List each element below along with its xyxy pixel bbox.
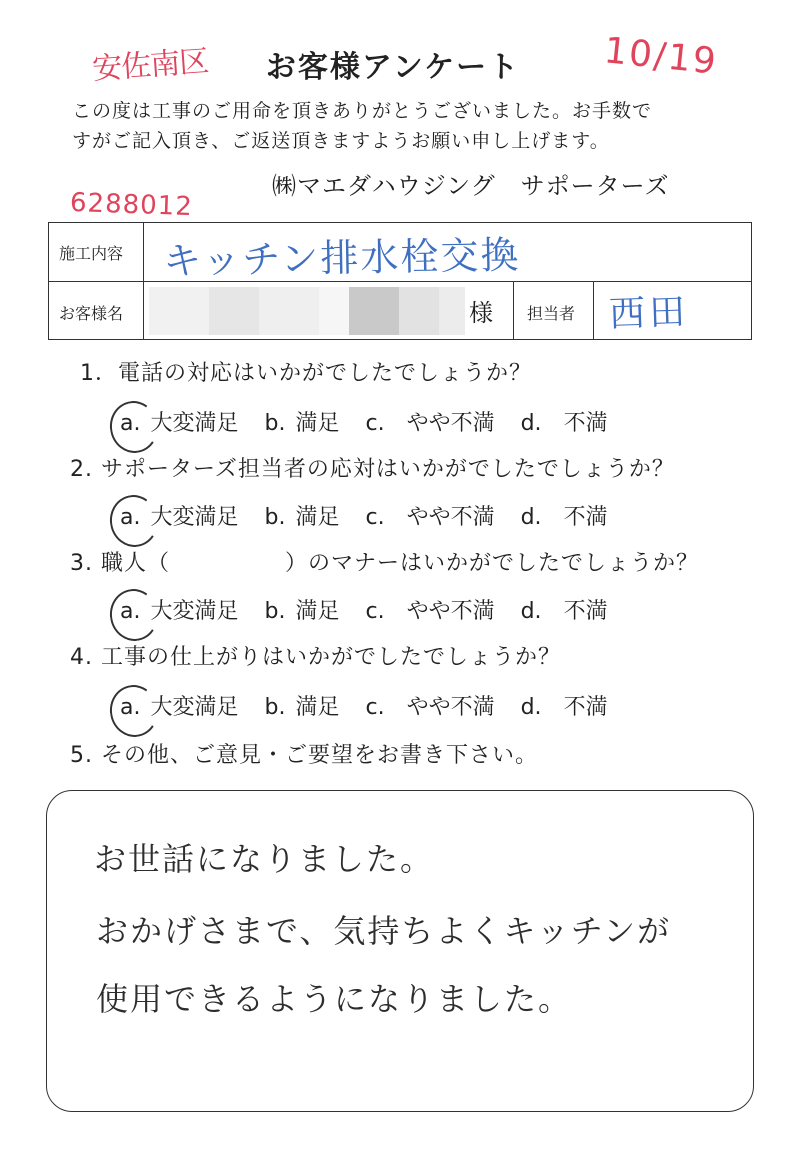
option-c[interactable]: c. bbox=[365, 411, 385, 436]
option-a-label: 大変満足 bbox=[150, 599, 239, 624]
option-a-label: 大変満足 bbox=[150, 411, 239, 436]
option-d[interactable]: d. bbox=[520, 505, 542, 530]
rep-name-handwritten: 西田 bbox=[608, 291, 690, 336]
intro-text-line2: すがご記入頂き、ご返送頂きますようお願い申し上げます。 bbox=[72, 130, 610, 152]
option-b-label: 満足 bbox=[295, 599, 340, 624]
option-d[interactable]: d. bbox=[520, 695, 542, 720]
answer-options-4 bbox=[120, 690, 608, 721]
info-table bbox=[48, 222, 752, 340]
customer-name-redacted bbox=[149, 287, 465, 335]
option-b[interactable]: b. bbox=[264, 505, 286, 530]
table-divider bbox=[143, 223, 144, 339]
question-5: 5. その他、ご意見・ご要望をお書き下さい。 bbox=[70, 743, 538, 768]
customer-honorific: 様 bbox=[469, 299, 493, 327]
answer-options-3 bbox=[120, 594, 608, 625]
work-content-handwritten: キッチン排水栓交換 bbox=[162, 232, 521, 284]
option-d-label: 不満 bbox=[563, 695, 608, 720]
option-c-label: やや不満 bbox=[406, 695, 495, 720]
option-b-label: 満足 bbox=[295, 505, 340, 530]
intro-text-line1: この度は工事のご用命を頂きありがとうございました。お手数で bbox=[72, 100, 653, 122]
company-name: ㈱マエダハウジング サポーターズ bbox=[272, 172, 670, 200]
option-a-label: 大変満足 bbox=[150, 505, 239, 530]
customer-number-handwritten: 6288012 bbox=[69, 187, 194, 223]
option-c[interactable]: c. bbox=[365, 695, 385, 720]
table-divider bbox=[593, 281, 594, 339]
option-a[interactable]: a. bbox=[120, 411, 140, 436]
page-title: お客様アンケート bbox=[265, 50, 521, 85]
option-a[interactable]: a. bbox=[120, 505, 140, 530]
option-c-label: やや不満 bbox=[406, 505, 495, 530]
option-a[interactable]: a. bbox=[120, 695, 140, 720]
comment-line-3: 使用できるようになりました。 bbox=[96, 980, 573, 1018]
option-c[interactable]: c. bbox=[365, 599, 385, 624]
table-divider bbox=[513, 281, 514, 339]
rep-label: 担当者 bbox=[527, 304, 576, 323]
date-handwritten: 10/19 bbox=[602, 30, 720, 83]
option-d-label: 不満 bbox=[563, 599, 608, 624]
option-a-label: 大変満足 bbox=[150, 695, 239, 720]
question-2: 2. サポーターズ担当者の応対はいかがでしたでしょうか？ bbox=[70, 457, 675, 482]
option-b-label: 満足 bbox=[295, 411, 340, 436]
option-b[interactable]: b. bbox=[264, 695, 286, 720]
ward-handwritten: 安佐南区 bbox=[91, 43, 210, 87]
option-a[interactable]: a. bbox=[120, 599, 140, 624]
work-label: 施工内容 bbox=[59, 244, 124, 263]
table-divider bbox=[49, 281, 751, 282]
option-d-label: 不満 bbox=[563, 411, 608, 436]
question-1: 1．電話の対応はいかがでしたでしょうか？ bbox=[80, 361, 532, 386]
option-b-label: 満足 bbox=[295, 695, 340, 720]
comment-line-1: お世話になりました。 bbox=[94, 840, 435, 878]
option-b[interactable]: b. bbox=[264, 599, 286, 624]
answer-options-1 bbox=[120, 406, 608, 437]
option-c-label: やや不満 bbox=[406, 411, 495, 436]
comment-line-2: おかげさまで、気持ちよくキッチンが bbox=[96, 912, 672, 950]
option-c-label: やや不満 bbox=[406, 599, 495, 624]
option-d[interactable]: d. bbox=[520, 599, 542, 624]
answer-options-2 bbox=[120, 500, 608, 531]
question-3: 3. 職人（ ）のマナーはいかがでしたでしょうか？ bbox=[70, 551, 699, 576]
option-b[interactable]: b. bbox=[264, 411, 286, 436]
customer-label: お客様名 bbox=[59, 304, 124, 323]
option-c[interactable]: c. bbox=[365, 505, 385, 530]
question-4: 4. 工事の仕上がりはいかがでしたでしょうか？ bbox=[70, 645, 561, 670]
option-d-label: 不満 bbox=[563, 505, 608, 530]
option-d[interactable]: d. bbox=[520, 411, 542, 436]
